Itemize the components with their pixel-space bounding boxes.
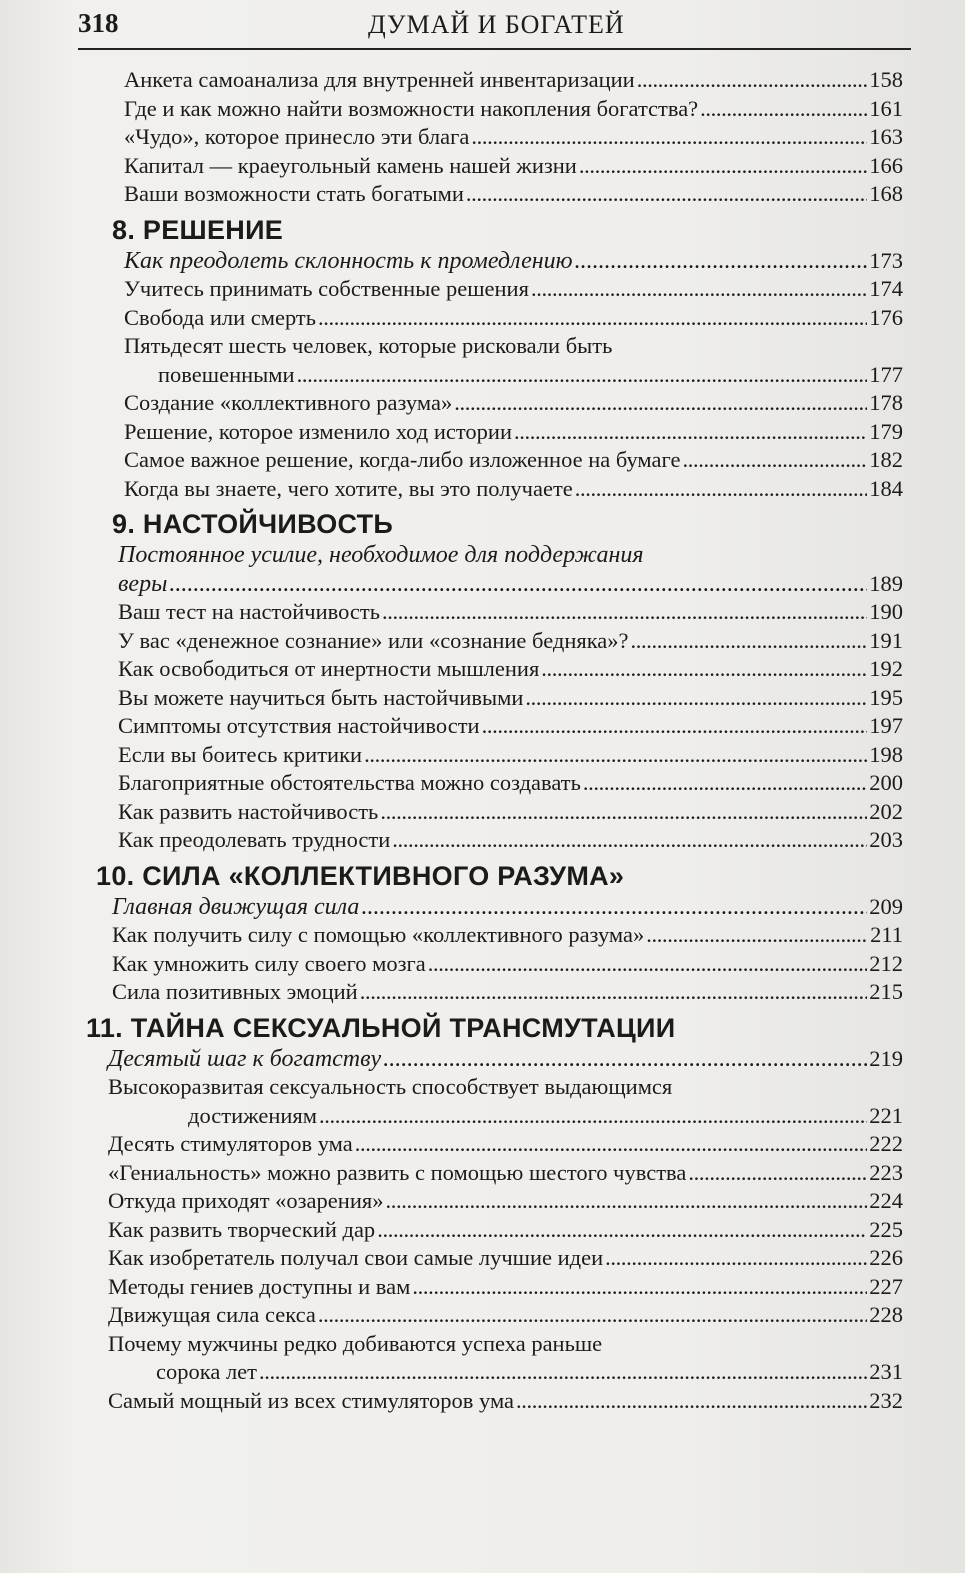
leader-dots: [482, 712, 868, 741]
toc-entry-title: Как преодолевать трудности: [118, 827, 391, 852]
toc-entry-title: Как умножить силу своего мозга: [112, 950, 426, 976]
toc-entry-page: 178: [869, 390, 903, 415]
toc-entry-page: 212: [869, 950, 903, 976]
leader-dots: [454, 389, 867, 418]
toc-entry-page: 215: [869, 979, 903, 1004]
leader-dots: [471, 123, 867, 152]
toc-entry[interactable]: [78, 1159, 903, 1188]
leader-dots: [541, 655, 867, 684]
toc-entry-page: 228: [869, 1302, 903, 1327]
toc-entry[interactable]: [78, 978, 903, 1007]
leader-dots: [364, 741, 867, 770]
toc-entry-page: 223: [869, 1159, 903, 1185]
leader-dots: [412, 1273, 867, 1302]
toc-entry-title: Свобода или смерть: [124, 304, 317, 330]
chapter-heading-11[interactable]: 11. ТАЙНА СЕКСУАЛЬНОЙ ТРАНСМУТАЦИИ: [86, 1012, 676, 1043]
toc-entry-page: 224: [869, 1188, 903, 1213]
toc-entry-page: 232: [869, 1387, 903, 1413]
toc-entry[interactable]: [78, 123, 903, 152]
leader-dots: [583, 769, 867, 798]
leader-dots: [637, 66, 868, 95]
toc-entry-page: 195: [869, 684, 903, 710]
toc-entry-title: Вы можете научиться быть настойчивыми: [118, 684, 524, 710]
toc-entry-title: достижениям: [188, 1102, 318, 1128]
toc-entry[interactable]: [78, 655, 903, 684]
toc-entry-title: Как развить творческий дар: [108, 1216, 376, 1242]
leader-dots: [380, 798, 867, 827]
leader-dots: [531, 275, 867, 304]
toc-entry-title: Решение, которое изменило ход истории: [124, 418, 512, 444]
toc-entry[interactable]: [78, 275, 903, 304]
toc-entry-page: 203: [869, 827, 903, 852]
toc-entry-title: Откуда приходят «озарения»: [108, 1188, 384, 1213]
toc-entry-page: 202: [869, 798, 903, 824]
toc-entry[interactable]: [78, 418, 903, 447]
toc-entry[interactable]: [78, 1102, 903, 1131]
toc-entry-title: Где и как можно найти возможности накопления богатства?: [124, 95, 699, 121]
toc-entry-title: повешенными: [158, 361, 295, 387]
leader-dots: [169, 570, 867, 599]
page-number: 318: [78, 8, 119, 38]
toc-entry-title: «Гениальность» можно развить с помощью шестого чувства: [108, 1159, 687, 1185]
toc-entry-page: 226: [869, 1245, 903, 1270]
leader-dots: [682, 446, 867, 475]
toc-entry-page: 177: [869, 361, 903, 387]
toc-entry[interactable]: [78, 1387, 903, 1416]
toc-entry-title: Самое важное решение, когда-либо изложенное на бумаге: [124, 447, 681, 472]
running-head: [78, 0, 903, 52]
toc-entry-title: Как получить силу с помощью «коллективного разума»: [112, 922, 645, 947]
leader-dots: [318, 1301, 867, 1330]
toc-entry[interactable]: [78, 1244, 903, 1273]
toc-entry-line1[interactable]: Высокоразвитая сексуальность способствует выдающимся: [108, 1074, 673, 1099]
toc-entry-page: 182: [869, 447, 903, 472]
toc-entry[interactable]: [78, 826, 903, 855]
toc-entry-title: Ваш тест на настойчивость: [118, 599, 380, 624]
toc-entry-title: Создание «коллективного разума»: [124, 390, 453, 415]
leader-dots: [700, 95, 867, 124]
toc-entry-page: 209: [869, 893, 903, 919]
toc-entry[interactable]: [78, 1301, 903, 1330]
chapter-heading-8[interactable]: 8. РЕШЕНИЕ: [112, 214, 284, 245]
toc-entry-title: Благоприятные обстоятельства можно создавать: [118, 770, 581, 795]
toc-entry-page: 158: [869, 67, 903, 92]
toc-entry-title: Если вы боитесь критики: [118, 741, 363, 767]
chapter-subtitle-11[interactable]: [78, 1045, 903, 1074]
toc-entry[interactable]: [78, 598, 903, 627]
leader-dots: [318, 304, 867, 333]
toc-entry-title: Главная движущая сила: [112, 893, 360, 920]
toc-entry[interactable]: [78, 1187, 903, 1216]
leader-dots: [605, 1244, 867, 1273]
toc-entry[interactable]: [78, 304, 903, 333]
leader-dots: [382, 598, 867, 627]
toc-entry[interactable]: [78, 180, 903, 209]
chapter-subtitle-10[interactable]: [78, 893, 903, 922]
toc-entry[interactable]: [78, 1216, 903, 1245]
running-title: ДУМАЙ И БОГАТЕЙ: [368, 10, 625, 39]
leader-dots: [688, 1159, 867, 1188]
toc-entry-page: 189: [869, 570, 903, 596]
toc-entry[interactable]: [78, 1273, 903, 1302]
toc-entry-title: Самый мощный из всех стимуляторов ума: [108, 1387, 515, 1413]
toc-entry-title: У вас «денежное сознание» или «сознание бедняка»?: [118, 627, 629, 653]
toc-entry-title: Десятый шаг к богатству: [108, 1045, 382, 1072]
toc-entry-page: 173: [869, 247, 903, 273]
toc-entry-title: Учитесь принимать собственные решения: [124, 276, 529, 301]
leader-dots: [646, 921, 868, 950]
leader-dots: [575, 475, 867, 504]
toc-entry[interactable]: [78, 446, 903, 475]
toc-entry-page: 211: [870, 922, 903, 947]
table-of-contents: [78, 66, 903, 1415]
toc-entry-page: 190: [869, 599, 903, 624]
toc-entry[interactable]: [78, 152, 903, 181]
toc-entry-page: 191: [869, 627, 903, 653]
chapter-heading-9[interactable]: 9. НАСТОЙЧИВОСТЬ: [112, 509, 394, 539]
toc-entry-title: Симптомы отсутствия настойчивости: [118, 713, 480, 738]
toc-entry-page: 198: [869, 741, 903, 767]
toc-entry[interactable]: [78, 1130, 903, 1159]
toc-entry-page: 200: [869, 770, 903, 795]
leader-dots: [631, 627, 868, 656]
toc-entry-title: Методы гениев доступны и вам: [108, 1273, 411, 1299]
toc-entry[interactable]: [78, 741, 903, 770]
toc-entry-title: Как освободиться от инертности мышления: [118, 656, 540, 681]
toc-entry-title: Анкета самоанализа для внутренней инвентаризации: [124, 67, 635, 92]
toc-entry-title: Ваши возможности стать богатыми: [124, 181, 464, 206]
toc-entry-page: 227: [869, 1273, 903, 1299]
toc-entry-title: Десять стимуляторов ума: [108, 1131, 353, 1156]
toc-entry-page: 222: [869, 1131, 903, 1156]
leader-dots: [297, 361, 868, 390]
leader-dots: [516, 1387, 867, 1416]
toc-entry-line1[interactable]: Пятьдесят шесть человек, которые рисковали быть: [124, 333, 613, 358]
toc-entry-line1[interactable]: Почему мужчины редко добиваются успеха раньше: [108, 1330, 603, 1356]
leader-dots: [428, 950, 868, 979]
leader-dots: [385, 1187, 867, 1216]
toc-entry-title: Как развить настойчивость: [118, 798, 379, 824]
toc-entry-page: 168: [869, 181, 903, 206]
toc-entry[interactable]: [78, 361, 903, 390]
toc-entry[interactable]: [78, 712, 903, 741]
chapter-subtitle-9[interactable]: [78, 570, 903, 599]
toc-entry-page: 225: [869, 1216, 903, 1242]
toc-entry-title: Капитал — краеугольный камень нашей жизни: [124, 152, 577, 178]
toc-entry-title: Сила позитивных эмоций: [112, 979, 358, 1004]
chapter-subtitle-9-line1[interactable]: Постоянное усилие, необходимое для поддержания: [118, 542, 644, 568]
toc-entry-title: сорока лет: [156, 1359, 257, 1384]
chapter-subtitle-8[interactable]: [78, 247, 903, 276]
toc-entry[interactable]: [78, 950, 903, 979]
toc-entry-title: Как преодолеть склонность к промедлению: [124, 247, 573, 274]
leader-dots: [360, 978, 868, 1007]
leader-dots: [466, 180, 867, 209]
toc-entry[interactable]: [78, 475, 903, 504]
toc-entry-page: 197: [869, 713, 903, 738]
toc-entry[interactable]: [78, 769, 903, 798]
leader-dots: [355, 1130, 868, 1159]
toc-entry-page: 161: [869, 95, 903, 121]
leader-dots: [383, 1045, 867, 1074]
leader-dots: [575, 247, 868, 276]
toc-entry-title: Движущая сила секса: [108, 1302, 316, 1327]
toc-entry[interactable]: [78, 798, 903, 827]
toc-entry-page: 192: [869, 656, 903, 681]
toc-entry-title: Как изобретатель получал свои самые лучшие идеи: [108, 1245, 604, 1270]
toc-entry-page: 166: [869, 152, 903, 178]
toc-entry-title: Когда вы знаете, чего хотите, вы это получаете: [124, 475, 573, 501]
leader-dots: [579, 152, 867, 181]
toc-entry-page: 184: [869, 475, 903, 501]
toc-entry-page: 163: [869, 124, 903, 149]
toc-entry-page: 219: [869, 1045, 903, 1071]
leader-dots: [514, 418, 867, 447]
leader-dots: [319, 1102, 867, 1131]
leader-dots: [525, 684, 867, 713]
toc-entry[interactable]: [78, 684, 903, 713]
toc-entry[interactable]: [78, 1358, 903, 1387]
toc-entry-page: 221: [869, 1102, 903, 1128]
toc-entry[interactable]: [78, 389, 903, 418]
toc-entry-title: «Чудо», которое принесло эти блага: [124, 124, 470, 149]
toc-entry[interactable]: [78, 66, 903, 95]
leader-dots: [392, 826, 867, 855]
toc-entry[interactable]: [78, 627, 903, 656]
toc-entry-page: 174: [869, 276, 903, 301]
leader-dots: [259, 1358, 867, 1387]
header-rule: [78, 48, 911, 50]
toc-entry[interactable]: [78, 95, 903, 124]
leader-dots: [377, 1216, 867, 1245]
chapter-heading-10[interactable]: 10. СИЛА «КОЛЛЕКТИВНОГО РАЗУМА»: [96, 860, 625, 891]
leader-dots: [361, 893, 867, 922]
toc-entry-page: 176: [869, 304, 903, 330]
toc-entry[interactable]: [78, 921, 903, 950]
toc-entry-page: 179: [869, 418, 903, 444]
toc-entry-title: веры: [118, 570, 168, 597]
toc-entry-page: 231: [869, 1359, 903, 1384]
